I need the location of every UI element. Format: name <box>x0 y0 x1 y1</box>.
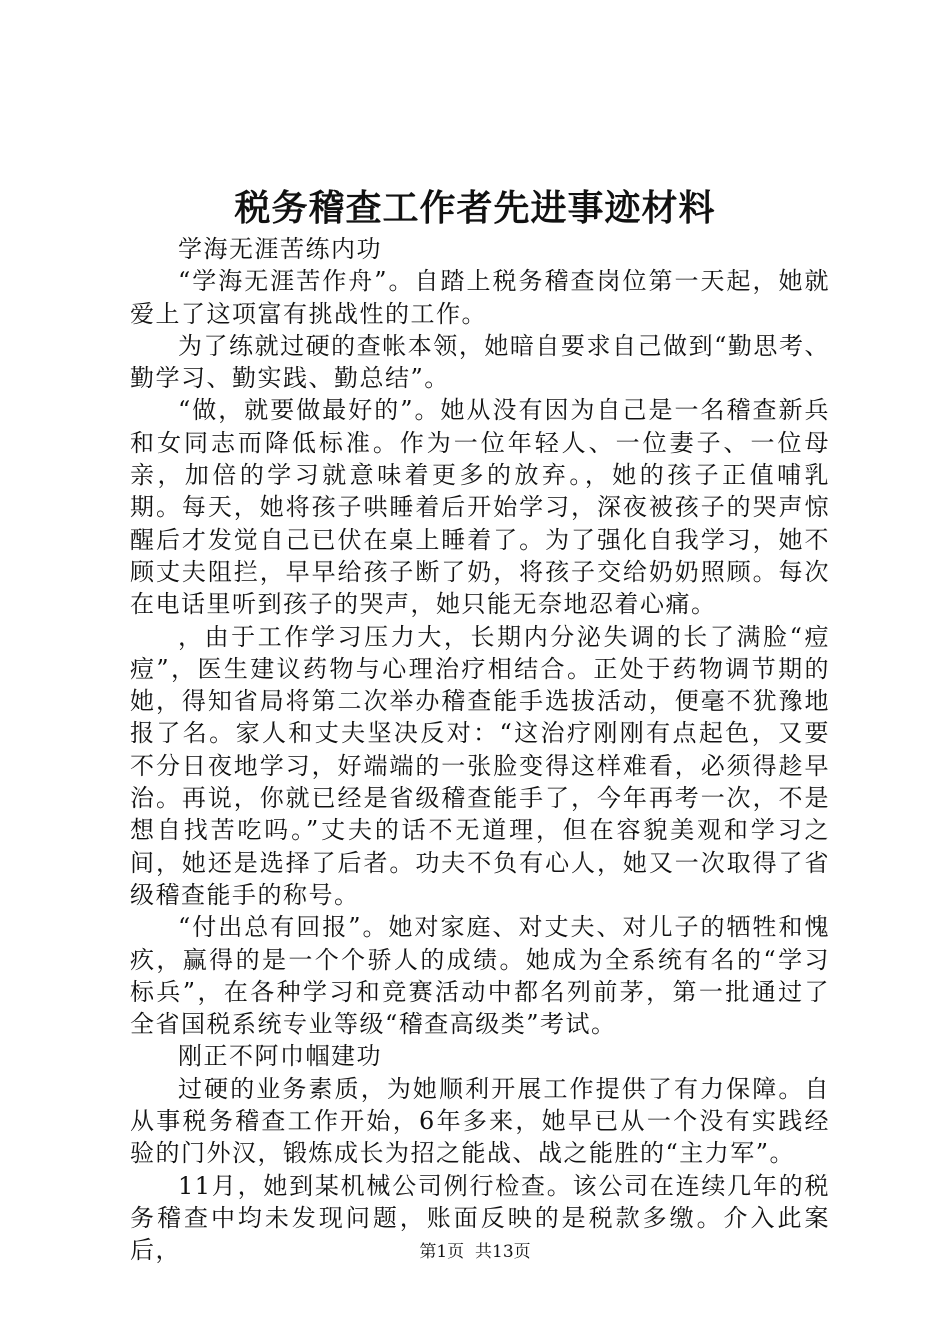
document-title: 税务稽查工作者先进事迹材料 <box>234 187 716 229</box>
page-total: 共13页 <box>475 1242 531 1262</box>
paragraph: “学海无涯苦作舟”。自踏上税务稽查岗位第一天起，她就爱上了这项富有挑战性的工作。 <box>130 267 830 328</box>
paragraph: 为了练就过硬的查帐本领，她暗自要求自己做到“勤思考、勤学习、勤实践、勤总结”。 <box>130 331 830 393</box>
paragraph: “做，就要做最好的”。她从没有因为自己是一名稽查新兵和女同志而降低标准。作为一位年轻人、一位妻子、一位母亲，加倍的学习就意味着更多的放弃。，她的孩子正值哺乳期。每天，她将孩子哄睡着后开始学习，深夜被孩子的哭声惊醒后才发觉自己已伏在桌上睡着了。为了强化自我学习，她不顾丈夫阻拦，早早给孩子断了奶，将孩子交给奶奶照顾。每次在电话里听到孩子的哭声，她只能无奈地忍着心痛。 <box>130 396 830 619</box>
document-body <box>130 233 830 1267</box>
section-heading: 刚正不阿巾帼建功 <box>178 1042 382 1071</box>
paragraph: “付出总有回报”。她对家庭、对丈夫、对儿子的牺牲和愧疚，赢得的是一个个骄人的成绩。她成为全系统有名的“学习标兵”，在各种学习和竞赛活动中都名列前茅，第一批通过了全省国税系统专业等级“稽查高级类”考试。 <box>130 913 830 1039</box>
page-footer <box>0 1240 950 1264</box>
paragraph: ，由于工作学习压力大，长期内分泌失调的长了满脸“痘痘”，医生建议药物与心理治疗相结合。正处于药物调节期的她，得知省局将第二次举办稽查能手选拔活动，便毫不犹豫地报了名。家人和丈夫坚决反对：“这治疗刚刚有点起色，又要不分日夜地学习，好端端的一张脸变得这样难看，必须得趁早治。再说，你就已经是省级稽查能手了，今年再考一次，不是想自找苦吃吗。”丈夫的话不无道理，但在容貌美观和学习之间，她还是选择了后者。功夫不负有心人，她又一次取得了省级稽查能手的称号。 <box>130 622 830 909</box>
paragraph: 11月，她到某机械公司例行检查。该公司在连续几年的税务稽查中均未发现问题，账面反映的是税款多缴。介入此案后， <box>130 1171 830 1265</box>
paragraph: 过硬的业务素质，为她顺利开展工作提供了有力保障。自从事税务稽查工作开始，6年多来，她早已从一个没有实践经验的门外汉，锻炼成长为招之能战、战之能胜的“主力军”。 <box>130 1074 830 1168</box>
section-heading: 学海无涯苦练内功 <box>178 235 382 263</box>
page-number: 第1页 <box>419 1242 465 1262</box>
